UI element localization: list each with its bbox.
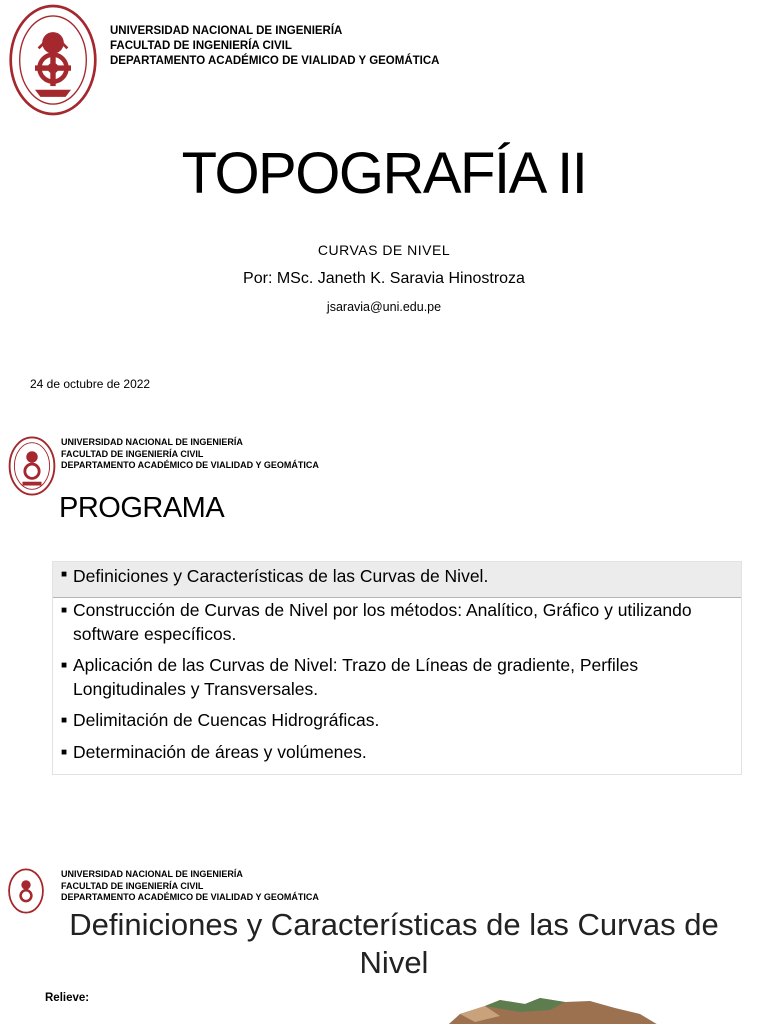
- relief-label: Relieve:: [45, 992, 90, 1004]
- bullet-icon: ■: [61, 715, 68, 726]
- author-email: jsaravia@uni.edu.pe: [326, 300, 442, 314]
- course-title: TOPOGRAFÍA II: [181, 141, 587, 206]
- lecture-subtitle: CURVAS DE NIVEL: [317, 242, 451, 258]
- presentation-date: 24 de octubre de 2022: [30, 377, 151, 391]
- department-name: DEPARTAMENTO ACADÉMICO DE VIALIDAD Y GEOMÁTICA: [110, 54, 440, 67]
- program-title: PROGRAMA: [59, 492, 225, 524]
- faculty-name: FACULTAD DE INGENIERÍA CIVIL: [61, 880, 204, 891]
- list-item-text: Definiciones y Características de las Curvas de Nivel.: [73, 566, 489, 586]
- list-item-text: Determinación de áreas y volúmenes.: [73, 742, 367, 762]
- bullet-icon: ■: [61, 569, 68, 580]
- program-list: [52, 561, 742, 775]
- institution-header: [110, 24, 439, 69]
- institution-header: [61, 869, 319, 904]
- terrain-relief-image: [430, 992, 680, 1024]
- program-slide: [0, 430, 768, 830]
- faculty-name: FACULTAD DE INGENIERÍA CIVIL: [61, 448, 204, 459]
- list-item: [53, 708, 741, 732]
- department-name: DEPARTAMENTO ACADÉMICO DE VIALIDAD Y GEOMÁTICA: [61, 460, 319, 471]
- list-item-text: Construcción de Curvas de Nivel por los métodos: Analítico, Gráfico y utilizando software específicos.: [73, 600, 692, 644]
- list-item: [53, 598, 741, 646]
- list-item-text: Delimitación de Cuencas Hidrográficas.: [73, 710, 380, 730]
- bullet-icon: ■: [61, 747, 68, 758]
- university-name: UNIVERSIDAD NACIONAL DE INGENIERÍA: [61, 437, 243, 447]
- list-item-text: Aplicación de las Curvas de Nivel: Trazo de Líneas de gradiente, Perfiles Longitudinales y Transversales.: [73, 655, 639, 699]
- list-item: [53, 653, 741, 701]
- definitions-slide: [0, 862, 768, 1024]
- university-name: UNIVERSIDAD NACIONAL DE INGENIERÍA: [61, 869, 243, 879]
- section-title: Definiciones y Características de las Curvas de Nivel: [69, 907, 719, 980]
- university-name: UNIVERSIDAD NACIONAL DE INGENIERÍA: [110, 25, 343, 37]
- list-item: [53, 740, 741, 764]
- title-slide: [0, 0, 768, 420]
- university-seal-logo: [8, 3, 98, 117]
- bullet-icon: ■: [61, 605, 68, 616]
- bullet-icon: ■: [61, 660, 68, 671]
- author-line: Por: MSc. Janeth K. Saravia Hinostroza: [243, 270, 525, 287]
- faculty-name: FACULTAD DE INGENIERÍA CIVIL: [110, 39, 292, 52]
- university-seal-logo: [8, 868, 44, 914]
- university-seal-logo: [8, 436, 56, 496]
- institution-header: [61, 437, 319, 472]
- list-item: [53, 562, 741, 598]
- department-name: DEPARTAMENTO ACADÉMICO DE VIALIDAD Y GEOMÁTICA: [61, 892, 319, 903]
